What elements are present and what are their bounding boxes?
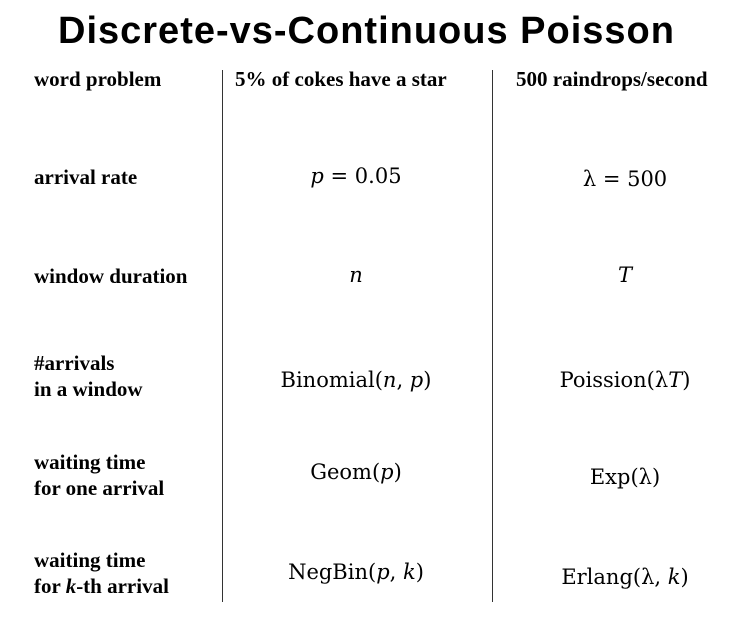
column-divider-right [492, 70, 493, 602]
row-label-line-1: waiting time [34, 450, 146, 474]
row-label-line-2: for one arrival [34, 476, 165, 500]
row-label-text: arrival rate [34, 165, 138, 189]
cell-discrete-window-duration: n [349, 263, 363, 287]
row-label-text: window duration [34, 264, 188, 288]
page-title: Discrete-vs-Continuous Poisson [58, 10, 675, 52]
cell-discrete-waiting-one: Geom(p) [310, 460, 402, 484]
var-k: k [65, 574, 77, 598]
row-label-line-2: in a window [34, 377, 143, 401]
cell-continuous-arrival-rate: λ = 500 [582, 167, 668, 191]
cell-continuous-waiting-kth: Erlang(λ, k) [561, 565, 689, 589]
cell-continuous-window-duration: T [617, 263, 632, 287]
cell-discrete-arrival-rate: p = 0.05 [310, 164, 402, 188]
row-label-line-1: #arrivals [34, 351, 115, 375]
column-header-discrete: 5% of cokes have a star [235, 67, 447, 91]
row-label-arrival-rate [34, 164, 137, 190]
row-label-line-1: waiting time [34, 548, 146, 572]
cell-continuous-arrivals: Poission(λT) [559, 368, 691, 392]
row-label-word-problem [34, 66, 161, 92]
row-label-window-duration [34, 263, 187, 289]
row-label-line-2: for k-th arrival [34, 574, 169, 598]
row-label-waiting-one [34, 449, 164, 501]
cell-discrete-arrivals: Binomial(n, p) [280, 368, 432, 392]
cell-discrete-waiting-kth: NegBin(p, k) [288, 560, 424, 584]
row-label-arrivals-in-window [34, 350, 143, 402]
row-label-text: word problem [34, 67, 162, 91]
column-header-continuous: 500 raindrops/second [516, 67, 708, 91]
cell-continuous-waiting-one: Exp(λ) [589, 465, 661, 489]
row-label-waiting-kth [34, 547, 169, 599]
var-p: p [310, 164, 324, 188]
column-divider-left [222, 70, 223, 602]
